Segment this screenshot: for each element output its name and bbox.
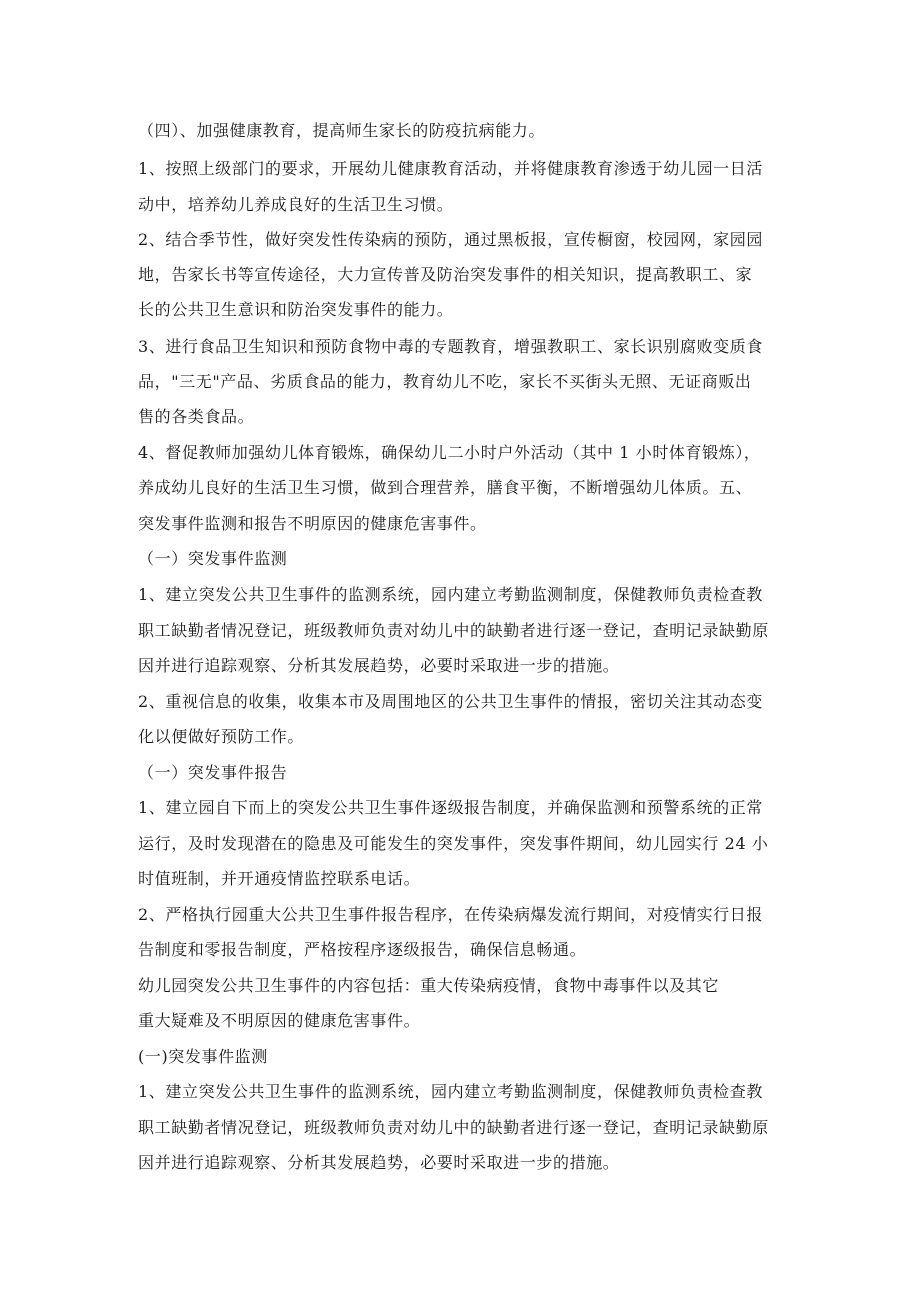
paragraph-line: 幼儿园突发公共卫生事件的内容包括：重大传染病疫情，食物中毒事件以及其它 [138, 976, 720, 995]
paragraph-line: 1、建立园自下而上的突发公共卫生事件逐级报告制度，并确保监测和预警系统的正常 [138, 798, 763, 817]
paragraph-line: 重大疑难及不明原因的健康危害事件。 [138, 1011, 421, 1030]
paragraph-line: 4、督促教师加强幼儿体育锻炼，确保幼儿二小时户外活动（其中 1 小时体育锻炼）， [138, 443, 761, 462]
section-heading: （一）突发事件报告 [138, 763, 288, 782]
paragraph-line: 时值班制，并开通疫情监控联系电话。 [138, 869, 421, 888]
paragraph-line: 职工缺勤者情况登记，班级教师负责对幼儿中的缺勤者进行逐一登记，查明记录缺勤原 [138, 621, 769, 640]
paragraph-line: 1、建立突发公共卫生事件的监测系统，园内建立考勤监测制度，保健教师负责检查教 [138, 585, 763, 604]
paragraph-line: 因并进行追踪观察、分析其发展趋势，必要时采取进一步的措施。 [138, 1153, 620, 1172]
paragraph-line: 3、进行食品卫生知识和预防食物中毒的专题教育，增强教职工、家长识别腐败变质食 [138, 337, 763, 356]
section-heading: （一）突发事件监测 [138, 549, 288, 568]
paragraph-line: 售的各类食品。 [138, 407, 255, 426]
paragraph-line: 地，告家长书等宣传途径，大力宣传普及防治突发事件的相关知识，提高教职工、家 [138, 265, 753, 284]
paragraph-line: 1、建立突发公共卫生事件的监测系统，园内建立考勤监测制度，保健教师负责检查教 [138, 1082, 763, 1101]
section-heading: (一)突发事件监测 [138, 1047, 268, 1066]
paragraph-line: 品，"三无"产品、劣质食品的能力，教育幼儿不吃，家长不买街头无照、无证商贩出 [138, 372, 752, 391]
paragraph-line: 因并进行追踪观察、分析其发展趋势，必要时采取进一步的措施。 [138, 656, 620, 675]
paragraph-line: 2、严格执行园重大公共卫生事件报告程序，在传染病爆发流行期间，对疫情实行日报 [138, 905, 763, 924]
paragraph-line: 运行，及时发现潜在的隐患及可能发生的突发事件，突发事件期间，幼儿园实行 24 小 [138, 834, 769, 853]
paragraph-line: 化以便做好预防工作。 [138, 727, 305, 746]
paragraph-line: 长的公共卫生意识和防治突发事件的能力。 [138, 300, 454, 319]
paragraph-line: 告制度和零报告制度，严格按程序逐级报告，确保信息畅通。 [138, 940, 587, 959]
paragraph-line: 突发事件监测和报告不明原因的健康危害事件。 [138, 514, 487, 533]
paragraph-line: 职工缺勤者情况登记，班级教师负责对幼儿中的缺勤者进行逐一登记，查明记录缺勤原 [138, 1118, 769, 1137]
paragraph-line: 动中，培养幼儿养成良好的生活卫生习惯。 [138, 195, 454, 214]
paragraph-line: 1、按照上级部门的要求，开展幼儿健康教育活动，并将健康教育渗透于幼儿园一日活 [138, 159, 763, 178]
paragraph-line: 2、结合季节性，做好突发性传染病的预防，通过黑板报，宣传橱窗，校园网，家园园 [138, 230, 763, 249]
paragraph-line: 2、重视信息的收集，收集本市及周围地区的公共卫生事件的情报，密切关注其动态变 [138, 692, 763, 711]
section-heading: （四）、加强健康教育，提高师生家长的防疫抗病能力。 [138, 121, 546, 140]
paragraph-line: 养成幼儿良好的生活卫生习惯，做到合理营养，膳食平衡，不断增强幼儿体质。五、 [138, 478, 753, 497]
